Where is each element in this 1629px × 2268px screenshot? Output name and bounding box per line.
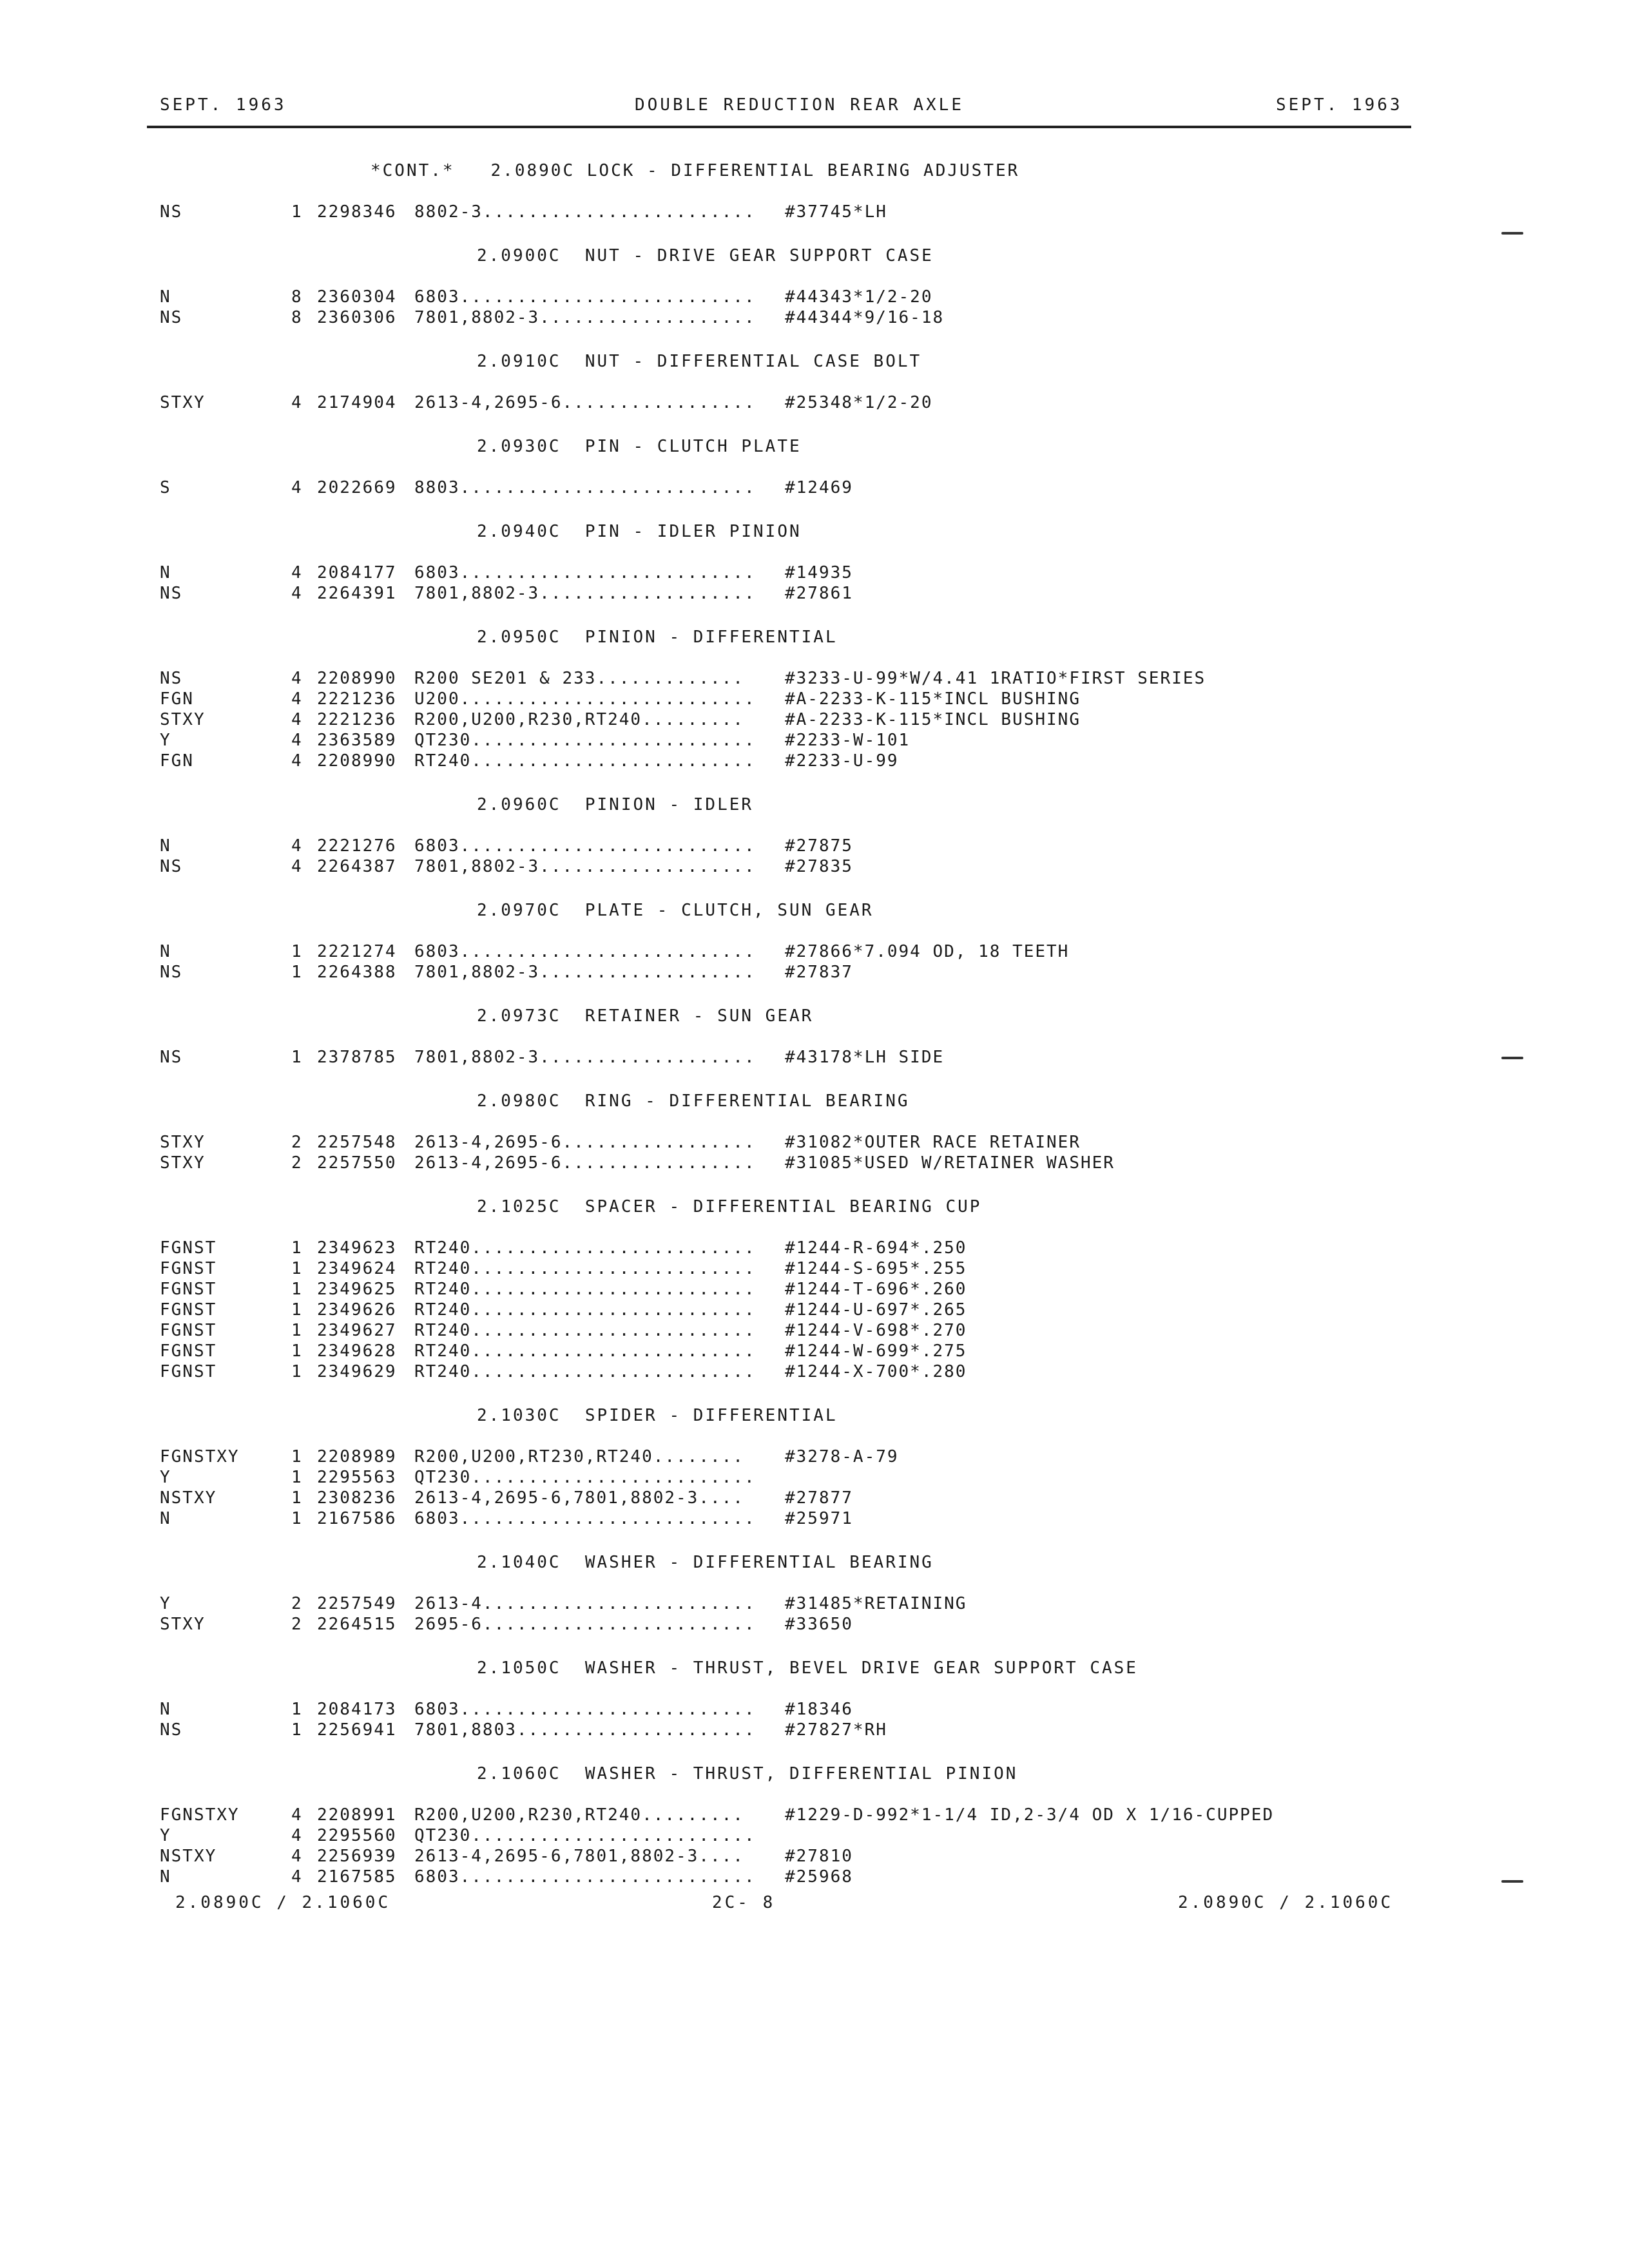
- part-code-cell: NS: [160, 308, 183, 327]
- section-title-text: 2.1050C WASHER - THRUST, BEVEL DRIVE GEAR SUPPORT CASE: [477, 1658, 1138, 1678]
- part-part-cell: 2264391: [317, 584, 397, 603]
- section-title: [0, 1658, 1629, 1683]
- footer-page-number: 2C- 8: [712, 1893, 776, 1912]
- part-ref-cell: #1244-T-696*.260: [785, 1280, 967, 1299]
- part-row: [0, 1720, 1629, 1741]
- part-row: [0, 1048, 1629, 1068]
- part-code-cell: NS: [160, 857, 183, 876]
- section-title: [0, 437, 1629, 461]
- catalog-section: [0, 1091, 1629, 1191]
- section-title: [0, 522, 1629, 546]
- part-ref-cell: #1244-V-698*.270: [785, 1321, 967, 1340]
- section-gap: [0, 772, 1629, 789]
- section-title: [0, 246, 1629, 271]
- section-title-text: 2.1060C WASHER - THRUST, DIFFERENTIAL PINION: [477, 1764, 1018, 1783]
- part-ref-cell: #2233-U-99: [785, 751, 899, 771]
- part-row: [0, 1867, 1629, 1888]
- part-model-cell: R200,U200,R230,RT240.........: [414, 1805, 744, 1825]
- part-part-cell: 2221236: [317, 710, 397, 729]
- part-ref-cell: #31485*RETAINING: [785, 1594, 967, 1613]
- part-row: [0, 1468, 1629, 1488]
- part-qty-cell: 4: [291, 1847, 303, 1866]
- catalog-section: [0, 246, 1629, 345]
- header-date-right: SEPT. 1963: [1276, 95, 1403, 115]
- part-row: [0, 1594, 1629, 1615]
- part-model-cell: RT240.........................: [414, 1300, 756, 1320]
- part-part-cell: 2257548: [317, 1133, 397, 1152]
- margin-mark: [1501, 1880, 1523, 1883]
- part-qty-cell: 4: [291, 836, 303, 856]
- part-part-cell: 2256941: [317, 1720, 397, 1740]
- part-code-cell: S: [160, 478, 171, 497]
- part-row: [0, 1615, 1629, 1635]
- part-code-cell: FGNST: [160, 1341, 217, 1361]
- section-gap: [0, 1068, 1629, 1085]
- part-ref-cell: #12469: [785, 478, 853, 497]
- part-code-cell: NS: [160, 963, 183, 982]
- part-ref-cell: #1244-W-699*.275: [785, 1341, 967, 1361]
- part-model-cell: 6803..........................: [414, 287, 756, 307]
- part-part-cell: 2295563: [317, 1468, 397, 1487]
- part-row: [0, 1238, 1629, 1259]
- part-row: [0, 942, 1629, 963]
- header-date-left: SEPT. 1963: [160, 95, 287, 115]
- part-row: [0, 836, 1629, 857]
- part-part-cell: 2349625: [317, 1280, 397, 1299]
- part-code-cell: NSTXY: [160, 1488, 217, 1508]
- catalog-section: [0, 1197, 1629, 1399]
- part-ref-cell: #1244-S-695*.255: [785, 1259, 967, 1278]
- catalog-section: [0, 1553, 1629, 1652]
- catalog-section: [0, 901, 1629, 1000]
- part-part-cell: 2298346: [317, 202, 397, 222]
- part-ref-cell: #14935: [785, 563, 853, 582]
- part-row: [0, 1700, 1629, 1720]
- catalog-section: [0, 161, 1629, 240]
- part-part-cell: 2084173: [317, 1700, 397, 1719]
- catalog-section: [0, 522, 1629, 621]
- part-qty-cell: 1: [291, 1259, 303, 1278]
- part-model-cell: 7801,8802-3...................: [414, 584, 756, 603]
- part-row: [0, 393, 1629, 414]
- part-row: [0, 1805, 1629, 1826]
- part-code-cell: FGNST: [160, 1300, 217, 1320]
- part-code-cell: NS: [160, 1720, 183, 1740]
- part-qty-cell: 1: [291, 1447, 303, 1466]
- footer-range-left: 2.0890C / 2.1060C: [175, 1893, 391, 1912]
- part-code-cell: STXY: [160, 1615, 206, 1634]
- part-row: [0, 202, 1629, 223]
- footer-range-right: 2.0890C / 2.1060C: [1178, 1893, 1394, 1912]
- part-code-cell: FGNST: [160, 1259, 217, 1278]
- section-title: [0, 628, 1629, 652]
- part-ref-cell: #3233-U-99*W/4.41 1RATIO*FIRST SERIES: [785, 669, 1206, 688]
- part-qty-cell: 2: [291, 1594, 303, 1613]
- section-title: [0, 1764, 1629, 1789]
- section-title: [0, 901, 1629, 925]
- part-part-cell: 2208991: [317, 1805, 397, 1825]
- part-qty-cell: 2: [291, 1153, 303, 1173]
- section-title-text: 2.0940C PIN - IDLER PINION: [477, 522, 802, 541]
- part-model-cell: 2613-4,2695-6,7801,8802-3....: [414, 1847, 744, 1866]
- part-model-cell: 6803..........................: [414, 1700, 756, 1719]
- part-model-cell: QT230.........................: [414, 731, 756, 750]
- section-gap: [0, 329, 1629, 345]
- part-ref-cell: #25348*1/2-20: [785, 393, 933, 412]
- part-qty-cell: 4: [291, 563, 303, 582]
- part-row: [0, 1826, 1629, 1847]
- section-title-text: 2.0910C NUT - DIFFERENTIAL CASE BOLT: [477, 352, 922, 371]
- part-model-cell: 6803..........................: [414, 836, 756, 856]
- part-part-cell: 2208990: [317, 669, 397, 688]
- section-gap: [0, 1741, 1629, 1758]
- part-code-cell: FGN: [160, 751, 194, 771]
- part-ref-cell: #27810: [785, 1847, 853, 1866]
- section-title: [0, 352, 1629, 376]
- part-code-cell: STXY: [160, 710, 206, 729]
- part-qty-cell: 1: [291, 1362, 303, 1381]
- part-row: [0, 1300, 1629, 1321]
- section-gap: [0, 1383, 1629, 1399]
- part-ref-cell: #27835: [785, 857, 853, 876]
- part-row: [0, 1509, 1629, 1530]
- part-qty-cell: 4: [291, 669, 303, 688]
- part-qty-cell: 4: [291, 584, 303, 603]
- part-ref-cell: #25968: [785, 1867, 853, 1887]
- section-title-text: 2.0973C RETAINER - SUN GEAR: [477, 1006, 814, 1026]
- part-qty-cell: 1: [291, 1720, 303, 1740]
- part-part-cell: 2257549: [317, 1594, 397, 1613]
- margin-mark: [1501, 1057, 1523, 1059]
- part-part-cell: 2349628: [317, 1341, 397, 1361]
- part-qty-cell: 4: [291, 751, 303, 771]
- section-title-text: 2.0970C PLATE - CLUTCH, SUN GEAR: [477, 901, 874, 920]
- part-row: [0, 751, 1629, 772]
- part-code-cell: N: [160, 1700, 171, 1719]
- section-title-text: 2.1025C SPACER - DIFFERENTIAL BEARING CUP: [477, 1197, 982, 1216]
- part-qty-cell: 4: [291, 857, 303, 876]
- part-row: [0, 689, 1629, 710]
- part-qty-cell: 1: [291, 1300, 303, 1320]
- part-ref-cell: #25971: [785, 1509, 853, 1528]
- part-ref-cell: #27861: [785, 584, 853, 603]
- part-qty-cell: 1: [291, 1048, 303, 1067]
- header-rule: [147, 126, 1411, 128]
- part-code-cell: FGNSTXY: [160, 1447, 240, 1466]
- part-qty-cell: 1: [291, 1280, 303, 1299]
- part-part-cell: 2257550: [317, 1153, 397, 1173]
- part-part-cell: 2208990: [317, 751, 397, 771]
- part-qty-cell: 2: [291, 1615, 303, 1634]
- part-qty-cell: 1: [291, 1509, 303, 1528]
- part-code-cell: N: [160, 942, 171, 961]
- part-part-cell: 2349623: [317, 1238, 397, 1258]
- part-part-cell: 2264515: [317, 1615, 397, 1634]
- part-code-cell: N: [160, 836, 171, 856]
- catalog-section: [0, 437, 1629, 515]
- part-model-cell: 2613-4,2695-6.................: [414, 393, 756, 412]
- part-row: [0, 710, 1629, 731]
- part-ref-cell: #44344*9/16-18: [785, 308, 945, 327]
- part-ref-cell: #27866*7.094 OD, 18 TEETH: [785, 942, 1070, 961]
- part-code-cell: Y: [160, 731, 171, 750]
- section-gap: [0, 223, 1629, 240]
- part-model-cell: RT240.........................: [414, 1362, 756, 1381]
- part-ref-cell: #37745*LH: [785, 202, 887, 222]
- part-row: [0, 1488, 1629, 1509]
- catalog-section: [0, 628, 1629, 789]
- part-part-cell: 2022669: [317, 478, 397, 497]
- part-qty-cell: 1: [291, 942, 303, 961]
- catalog-section: [0, 795, 1629, 894]
- part-model-cell: 2613-4,2695-6.................: [414, 1133, 756, 1152]
- part-model-cell: RT240.........................: [414, 1259, 756, 1278]
- part-model-cell: RT240.........................: [414, 1280, 756, 1299]
- section-title-text: 2.0960C PINION - IDLER: [477, 795, 754, 814]
- section-gap: [0, 499, 1629, 515]
- part-part-cell: 2360304: [317, 287, 397, 307]
- section-gap: [0, 414, 1629, 430]
- margin-mark: [1501, 232, 1523, 235]
- part-model-cell: U200..........................: [414, 689, 756, 709]
- part-part-cell: 2221274: [317, 942, 397, 961]
- part-code-cell: NS: [160, 584, 183, 603]
- part-ref-cell: #18346: [785, 1700, 853, 1719]
- section-gap: [0, 1174, 1629, 1191]
- part-ref-cell: #1229-D-992*1-1/4 ID,2-3/4 OD X 1/16-CUPPED: [785, 1805, 1275, 1825]
- part-model-cell: R200 SE201 & 233.............: [414, 669, 744, 688]
- part-ref-cell: #43178*LH SIDE: [785, 1048, 945, 1067]
- catalog-section: [0, 1006, 1629, 1085]
- part-code-cell: N: [160, 1509, 171, 1528]
- part-model-cell: QT230.........................: [414, 1826, 756, 1845]
- part-qty-cell: 8: [291, 308, 303, 327]
- section-gap: [0, 604, 1629, 621]
- part-part-cell: 2349624: [317, 1259, 397, 1278]
- part-row: [0, 1280, 1629, 1300]
- part-ref-cell: #1244-R-694*.250: [785, 1238, 967, 1258]
- part-code-cell: FGNST: [160, 1362, 217, 1381]
- part-row: [0, 563, 1629, 584]
- part-qty-cell: 4: [291, 1867, 303, 1887]
- part-part-cell: 2256939: [317, 1847, 397, 1866]
- part-ref-cell: #3278-A-79: [785, 1447, 899, 1466]
- part-code-cell: STXY: [160, 393, 206, 412]
- part-row: [0, 669, 1629, 689]
- part-model-cell: R200,U200,R230,RT240.........: [414, 710, 744, 729]
- part-code-cell: Y: [160, 1468, 171, 1487]
- part-code-cell: STXY: [160, 1153, 206, 1173]
- part-ref-cell: #27827*RH: [785, 1720, 887, 1740]
- part-part-cell: 2264388: [317, 963, 397, 982]
- part-model-cell: R200,U200,RT230,RT240........: [414, 1447, 744, 1466]
- section-title: [0, 1197, 1629, 1222]
- part-ref-cell: #A-2233-K-115*INCL BUSHING: [785, 710, 1081, 729]
- part-part-cell: 2174904: [317, 393, 397, 412]
- catalog-section: [0, 1406, 1629, 1546]
- part-code-cell: FGNST: [160, 1238, 217, 1258]
- part-code-cell: Y: [160, 1826, 171, 1845]
- part-row: [0, 963, 1629, 983]
- part-row: [0, 287, 1629, 308]
- part-part-cell: 2378785: [317, 1048, 397, 1067]
- part-row: [0, 1447, 1629, 1468]
- part-part-cell: 2349629: [317, 1362, 397, 1381]
- part-model-cell: 6803..........................: [414, 942, 756, 961]
- part-code-cell: Y: [160, 1594, 171, 1613]
- part-code-cell: FGNST: [160, 1280, 217, 1299]
- part-row: [0, 1341, 1629, 1362]
- part-part-cell: 2221236: [317, 689, 397, 709]
- part-qty-cell: 4: [291, 731, 303, 750]
- part-model-cell: 2613-4,2695-6,7801,8802-3....: [414, 1488, 744, 1508]
- part-code-cell: NSTXY: [160, 1847, 217, 1866]
- part-model-cell: 7801,8802-3...................: [414, 963, 756, 982]
- part-model-cell: 6803..........................: [414, 1509, 756, 1528]
- part-part-cell: 2084177: [317, 563, 397, 582]
- part-code-cell: N: [160, 287, 171, 307]
- part-part-cell: 2360306: [317, 308, 397, 327]
- part-code-cell: NS: [160, 1048, 183, 1067]
- part-code-cell: N: [160, 563, 171, 582]
- part-model-cell: 6803..........................: [414, 563, 756, 582]
- section-title: [0, 1553, 1629, 1577]
- part-row: [0, 1133, 1629, 1153]
- section-gap: [0, 1635, 1629, 1652]
- part-part-cell: 2167585: [317, 1867, 397, 1887]
- part-part-cell: 2264387: [317, 857, 397, 876]
- part-ref-cell: #31085*USED W/RETAINER WASHER: [785, 1153, 1115, 1173]
- part-model-cell: 2695-6........................: [414, 1615, 756, 1634]
- catalog-section: [0, 1764, 1629, 1905]
- part-model-cell: RT240.........................: [414, 1341, 756, 1361]
- part-model-cell: QT230.........................: [414, 1468, 756, 1487]
- part-ref-cell: #A-2233-K-115*INCL BUSHING: [785, 689, 1081, 709]
- part-row: [0, 308, 1629, 329]
- part-model-cell: RT240.........................: [414, 1321, 756, 1340]
- part-code-cell: N: [160, 1867, 171, 1887]
- section-title-text: 2.0950C PINION - DIFFERENTIAL: [477, 628, 838, 647]
- section-gap: [0, 878, 1629, 894]
- part-qty-cell: 1: [291, 1700, 303, 1719]
- part-model-cell: 7801,8803.....................: [414, 1720, 756, 1740]
- part-part-cell: 2295560: [317, 1826, 397, 1845]
- section-title: [0, 1006, 1629, 1031]
- part-qty-cell: 4: [291, 478, 303, 497]
- part-ref-cell: #2233-W-101: [785, 731, 911, 750]
- part-model-cell: RT240.........................: [414, 1238, 756, 1258]
- catalog-section: [0, 352, 1629, 430]
- part-ref-cell: #27837: [785, 963, 853, 982]
- part-qty-cell: 1: [291, 1488, 303, 1508]
- part-row: [0, 1153, 1629, 1174]
- part-code-cell: NS: [160, 669, 183, 688]
- part-part-cell: 2308236: [317, 1488, 397, 1508]
- part-code-cell: NS: [160, 202, 183, 222]
- part-qty-cell: 4: [291, 1805, 303, 1825]
- part-ref-cell: #1244-X-700*.280: [785, 1362, 967, 1381]
- part-part-cell: 2208989: [317, 1447, 397, 1466]
- part-code-cell: FGNSTXY: [160, 1805, 240, 1825]
- part-qty-cell: 4: [291, 689, 303, 709]
- part-qty-cell: 1: [291, 1468, 303, 1487]
- part-ref-cell: #1244-U-697*.265: [785, 1300, 967, 1320]
- part-row: [0, 478, 1629, 499]
- section-title-text: 2.1040C WASHER - DIFFERENTIAL BEARING: [477, 1553, 934, 1572]
- part-qty-cell: 1: [291, 202, 303, 222]
- part-ref-cell: #31082*OUTER RACE RETAINER: [785, 1133, 1081, 1152]
- part-qty-cell: 1: [291, 1238, 303, 1258]
- part-model-cell: 8802-3........................: [414, 202, 756, 222]
- part-model-cell: RT240.........................: [414, 751, 756, 771]
- part-qty-cell: 1: [291, 1341, 303, 1361]
- part-qty-cell: 1: [291, 963, 303, 982]
- section-title-text: *CONT.* 2.0890C LOCK - DIFFERENTIAL BEARING ADJUSTER: [371, 161, 1020, 180]
- part-model-cell: 7801,8802-3...................: [414, 857, 756, 876]
- part-qty-cell: 4: [291, 710, 303, 729]
- part-qty-cell: 8: [291, 287, 303, 307]
- section-title-text: 2.0900C NUT - DRIVE GEAR SUPPORT CASE: [477, 246, 934, 265]
- section-gap: [0, 1530, 1629, 1546]
- part-ref-cell: #27875: [785, 836, 853, 856]
- section-title-text: 2.0980C RING - DIFFERENTIAL BEARING: [477, 1091, 910, 1111]
- part-row: [0, 1259, 1629, 1280]
- part-model-cell: 2613-4........................: [414, 1594, 756, 1613]
- section-title: [0, 161, 1629, 186]
- part-code-cell: STXY: [160, 1133, 206, 1152]
- section-title: [0, 1091, 1629, 1116]
- part-row: [0, 1847, 1629, 1867]
- part-part-cell: 2363589: [317, 731, 397, 750]
- part-ref-cell: #33650: [785, 1615, 853, 1634]
- part-row: [0, 1321, 1629, 1341]
- part-ref-cell: #44343*1/2-20: [785, 287, 933, 307]
- part-model-cell: 6803..........................: [414, 1867, 756, 1887]
- part-model-cell: 7801,8802-3...................: [414, 1048, 756, 1067]
- part-qty-cell: 1: [291, 1321, 303, 1340]
- part-code-cell: FGNST: [160, 1321, 217, 1340]
- section-title: [0, 795, 1629, 820]
- part-row: [0, 1362, 1629, 1383]
- part-part-cell: 2167586: [317, 1509, 397, 1528]
- part-part-cell: 2349626: [317, 1300, 397, 1320]
- part-code-cell: FGN: [160, 689, 194, 709]
- section-title-text: 2.1030C SPIDER - DIFFERENTIAL: [477, 1406, 838, 1425]
- part-ref-cell: #27877: [785, 1488, 853, 1508]
- part-part-cell: 2349627: [317, 1321, 397, 1340]
- section-title: [0, 1406, 1629, 1430]
- part-model-cell: 8803..........................: [414, 478, 756, 497]
- part-model-cell: 7801,8802-3...................: [414, 308, 756, 327]
- part-row: [0, 731, 1629, 751]
- part-qty-cell: 4: [291, 393, 303, 412]
- section-title-text: 2.0930C PIN - CLUTCH PLATE: [477, 437, 802, 456]
- catalog-section: [0, 1658, 1629, 1758]
- part-row: [0, 857, 1629, 878]
- part-qty-cell: 4: [291, 1826, 303, 1845]
- section-gap: [0, 983, 1629, 1000]
- header-title: DOUBLE REDUCTION REAR AXLE: [635, 95, 964, 115]
- part-model-cell: 2613-4,2695-6.................: [414, 1153, 756, 1173]
- parts-sections: [0, 155, 1629, 1905]
- part-qty-cell: 2: [291, 1133, 303, 1152]
- part-row: [0, 584, 1629, 604]
- part-part-cell: 2221276: [317, 836, 397, 856]
